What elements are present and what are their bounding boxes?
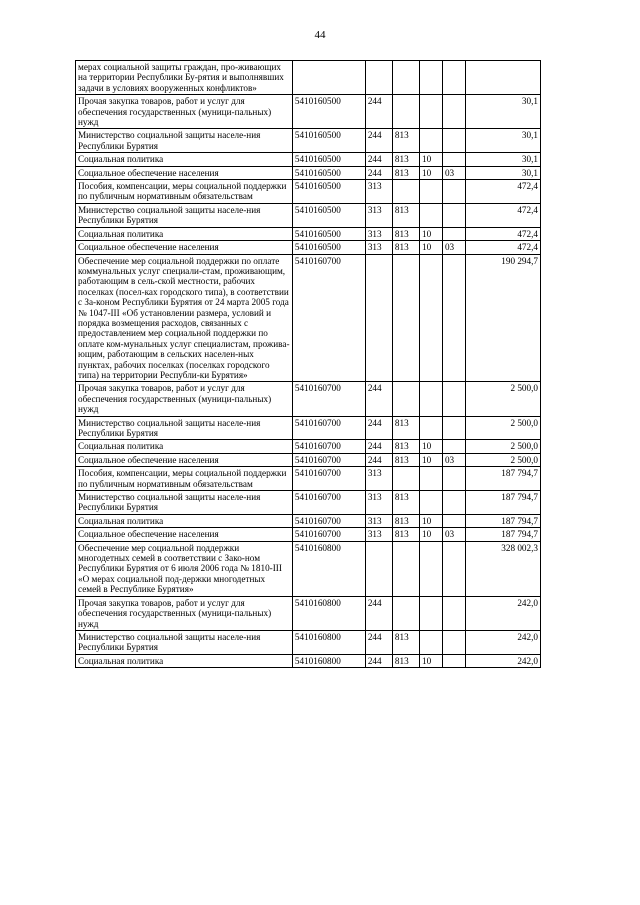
row-target-article-cell: 5410160500: [292, 203, 365, 227]
row-name-cell: Социальное обеспечение населения: [76, 241, 293, 254]
row-subsection-cell: [442, 654, 465, 667]
row-expense-type-cell: 313: [365, 514, 392, 527]
row-amount-cell: 472,4: [465, 180, 540, 204]
row-name-cell: Социальная политика: [76, 153, 293, 166]
row-subsection-cell: [442, 440, 465, 453]
table-row: [76, 453, 541, 466]
table-row: [76, 440, 541, 453]
table-row: [76, 95, 541, 129]
row-expense-type-cell: [365, 61, 392, 95]
row-administrator-cell: [392, 180, 419, 204]
row-section-cell: 10: [420, 453, 443, 466]
row-name-cell: Пособия, компенсации, меры социальной поддержки по публичным нормативным обязательствам: [76, 467, 293, 491]
row-section-cell: [420, 541, 443, 596]
row-administrator-cell: [392, 382, 419, 416]
table-row: [76, 254, 541, 382]
row-subsection-cell: [442, 61, 465, 95]
table-row: [76, 416, 541, 440]
row-expense-type-cell: 313: [365, 241, 392, 254]
row-administrator-cell: 813: [392, 203, 419, 227]
row-name-cell: Социальная политика: [76, 654, 293, 667]
row-administrator-cell: 813: [392, 129, 419, 153]
row-expense-type-cell: 244: [365, 416, 392, 440]
row-administrator-cell: 813: [392, 514, 419, 527]
row-expense-type-cell: 244: [365, 382, 392, 416]
row-administrator-cell: 813: [392, 654, 419, 667]
row-amount-cell: 2 500,0: [465, 416, 540, 440]
row-name-cell: Пособия, компенсации, меры социальной поддержки по публичным нормативным обязательствам: [76, 180, 293, 204]
row-name-cell: Обеспечение мер социальной поддержки многодетных семей в соответствии с Зако-ном Республики Бурятия от 6 июля 2006 года № 1810-III «О мерах социальной под-держки многодетных семей в Республике Бурятия»: [76, 541, 293, 596]
row-name-cell: мерах социальной защиты граждан, про-живающих на территории Республики Бу-рятия и выполнявших задачи в условиях вооруженных конфликтов»: [76, 61, 293, 95]
row-amount-cell: 328 002,3: [465, 541, 540, 596]
row-expense-type-cell: 244: [365, 153, 392, 166]
row-amount-cell: 242,0: [465, 630, 540, 654]
row-section-cell: 10: [420, 153, 443, 166]
row-target-article-cell: 5410160500: [292, 180, 365, 204]
row-section-cell: [420, 254, 443, 382]
table-row: [76, 180, 541, 204]
row-administrator-cell: [392, 467, 419, 491]
row-subsection-cell: 03: [442, 241, 465, 254]
row-target-article-cell: 5410160700: [292, 491, 365, 515]
row-administrator-cell: 813: [392, 153, 419, 166]
row-expense-type-cell: 244: [365, 95, 392, 129]
row-administrator-cell: 813: [392, 227, 419, 240]
row-section-cell: [420, 180, 443, 204]
row-subsection-cell: [442, 596, 465, 630]
row-amount-cell: 472,4: [465, 227, 540, 240]
row-administrator-cell: [392, 61, 419, 95]
row-amount-cell: 190 294,7: [465, 254, 540, 382]
row-section-cell: 10: [420, 528, 443, 541]
row-section-cell: 10: [420, 227, 443, 240]
row-administrator-cell: [392, 541, 419, 596]
budget-table-body: [76, 61, 541, 668]
table-row: [76, 630, 541, 654]
row-target-article-cell: 5410160800: [292, 596, 365, 630]
row-section-cell: [420, 596, 443, 630]
table-row: [76, 491, 541, 515]
table-row: [76, 129, 541, 153]
row-amount-cell: 242,0: [465, 654, 540, 667]
budget-table: [75, 60, 541, 668]
row-target-article-cell: 5410160700: [292, 254, 365, 382]
row-section-cell: 10: [420, 440, 443, 453]
row-expense-type-cell: 244: [365, 630, 392, 654]
row-target-article-cell: 5410160700: [292, 514, 365, 527]
row-amount-cell: 472,4: [465, 203, 540, 227]
row-name-cell: Социальное обеспечение населения: [76, 453, 293, 466]
row-expense-type-cell: 313: [365, 180, 392, 204]
row-expense-type-cell: 313: [365, 528, 392, 541]
row-administrator-cell: 813: [392, 491, 419, 515]
row-subsection-cell: [442, 514, 465, 527]
row-administrator-cell: [392, 95, 419, 129]
row-amount-cell: 2 500,0: [465, 382, 540, 416]
row-administrator-cell: 813: [392, 528, 419, 541]
row-subsection-cell: 03: [442, 166, 465, 179]
row-amount-cell: 30,1: [465, 129, 540, 153]
row-expense-type-cell: 244: [365, 166, 392, 179]
row-subsection-cell: [442, 416, 465, 440]
page-number: 44: [314, 29, 326, 41]
row-subsection-cell: 03: [442, 453, 465, 466]
row-subsection-cell: [442, 630, 465, 654]
row-target-article-cell: 5410160500: [292, 227, 365, 240]
row-name-cell: Прочая закупка товаров, работ и услуг для обеспечения государственных (муници-пальных) нужд: [76, 95, 293, 129]
row-target-article-cell: 5410160500: [292, 166, 365, 179]
row-administrator-cell: 813: [392, 440, 419, 453]
row-subsection-cell: [442, 254, 465, 382]
table-row: [76, 382, 541, 416]
row-name-cell: Обеспечение мер социальной поддержки по оплате коммунальных услуг специали-стам, проживающим, работающим в сель-ской местности, рабочих поселках (посел-ках городского типа), в соответствии с За-коном Республики Бурятия от 24 марта 2005 года № 1047-III «Об установлении размера, условий и порядка возмещения расходов, связанных с предоставлением мер социальной поддержки по оплате ком-мунальных услуг специалистам, прожива-ющим, работающим в сельских населен-ных пунктах, рабочих поселках (поселках городского типа) на территории Республи-ки Бурятия»: [76, 254, 293, 382]
row-section-cell: 10: [420, 241, 443, 254]
row-subsection-cell: [442, 153, 465, 166]
row-target-article-cell: 5410160700: [292, 467, 365, 491]
row-subsection-cell: [442, 95, 465, 129]
row-administrator-cell: 813: [392, 416, 419, 440]
row-administrator-cell: 813: [392, 630, 419, 654]
table-row: [76, 153, 541, 166]
table-row: [76, 654, 541, 667]
row-expense-type-cell: [365, 541, 392, 596]
row-expense-type-cell: 244: [365, 453, 392, 466]
row-name-cell: Министерство социальной защиты населе-ния Республики Бурятия: [76, 491, 293, 515]
table-row: [76, 596, 541, 630]
row-amount-cell: 2 500,0: [465, 440, 540, 453]
row-section-cell: [420, 382, 443, 416]
row-amount-cell: 187 794,7: [465, 467, 540, 491]
row-target-article-cell: 5410160500: [292, 95, 365, 129]
row-amount-cell: 30,1: [465, 153, 540, 166]
row-section-cell: [420, 203, 443, 227]
row-section-cell: [420, 95, 443, 129]
row-expense-type-cell: 313: [365, 203, 392, 227]
row-amount-cell: 30,1: [465, 166, 540, 179]
row-target-article-cell: 5410160700: [292, 528, 365, 541]
row-name-cell: Социальное обеспечение населения: [76, 528, 293, 541]
row-administrator-cell: [392, 254, 419, 382]
row-subsection-cell: [442, 203, 465, 227]
row-target-article-cell: 5410160500: [292, 153, 365, 166]
row-expense-type-cell: 244: [365, 440, 392, 453]
row-section-cell: [420, 491, 443, 515]
row-target-article-cell: 5410160700: [292, 440, 365, 453]
row-subsection-cell: 03: [442, 528, 465, 541]
row-target-article-cell: 5410160500: [292, 129, 365, 153]
row-section-cell: [420, 416, 443, 440]
row-administrator-cell: 813: [392, 453, 419, 466]
row-subsection-cell: [442, 491, 465, 515]
row-subsection-cell: [442, 180, 465, 204]
row-name-cell: Прочая закупка товаров, работ и услуг для обеспечения государственных (муници-пальных) нужд: [76, 596, 293, 630]
table-row: [76, 166, 541, 179]
table-row: [76, 61, 541, 95]
table-row: [76, 241, 541, 254]
row-name-cell: Министерство социальной защиты населе-ния Республики Бурятия: [76, 630, 293, 654]
row-amount-cell: 30,1: [465, 95, 540, 129]
row-name-cell: Социальное обеспечение населения: [76, 166, 293, 179]
row-subsection-cell: [442, 541, 465, 596]
row-expense-type-cell: 313: [365, 467, 392, 491]
row-name-cell: Социальная политика: [76, 440, 293, 453]
row-target-article-cell: 5410160700: [292, 453, 365, 466]
row-subsection-cell: [442, 467, 465, 491]
row-target-article-cell: 5410160700: [292, 382, 365, 416]
row-target-article-cell: 5410160800: [292, 654, 365, 667]
row-administrator-cell: [392, 596, 419, 630]
row-amount-cell: 2 500,0: [465, 453, 540, 466]
table-row: [76, 541, 541, 596]
row-target-article-cell: 5410160500: [292, 241, 365, 254]
table-row: [76, 227, 541, 240]
row-section-cell: [420, 630, 443, 654]
row-section-cell: [420, 467, 443, 491]
row-subsection-cell: [442, 227, 465, 240]
row-section-cell: 10: [420, 514, 443, 527]
row-expense-type-cell: 244: [365, 654, 392, 667]
row-expense-type-cell: [365, 254, 392, 382]
row-target-article-cell: 5410160800: [292, 541, 365, 596]
row-amount-cell: 187 794,7: [465, 491, 540, 515]
row-section-cell: [420, 61, 443, 95]
row-section-cell: [420, 129, 443, 153]
row-subsection-cell: [442, 382, 465, 416]
row-amount-cell: 472,4: [465, 241, 540, 254]
row-name-cell: Социальная политика: [76, 227, 293, 240]
row-target-article-cell: 5410160800: [292, 630, 365, 654]
row-expense-type-cell: 313: [365, 491, 392, 515]
table-row: [76, 514, 541, 527]
row-subsection-cell: [442, 129, 465, 153]
row-expense-type-cell: 313: [365, 227, 392, 240]
row-target-article-cell: [292, 61, 365, 95]
row-name-cell: Министерство социальной защиты населе-ния Республики Бурятия: [76, 416, 293, 440]
row-name-cell: Министерство социальной защиты населе-ния Республики Бурятия: [76, 203, 293, 227]
row-name-cell: Прочая закупка товаров, работ и услуг для обеспечения государственных (муници-пальных) нужд: [76, 382, 293, 416]
table-row: [76, 467, 541, 491]
row-section-cell: 10: [420, 166, 443, 179]
row-name-cell: Министерство социальной защиты населе-ния Республики Бурятия: [76, 129, 293, 153]
table-row: [76, 528, 541, 541]
table-row: [76, 203, 541, 227]
row-name-cell: Социальная политика: [76, 514, 293, 527]
row-administrator-cell: 813: [392, 166, 419, 179]
row-target-article-cell: 5410160700: [292, 416, 365, 440]
row-expense-type-cell: 244: [365, 129, 392, 153]
row-administrator-cell: 813: [392, 241, 419, 254]
row-amount-cell: 187 794,7: [465, 514, 540, 527]
row-section-cell: 10: [420, 654, 443, 667]
row-amount-cell: [465, 61, 540, 95]
row-expense-type-cell: 244: [365, 596, 392, 630]
row-amount-cell: 187 794,7: [465, 528, 540, 541]
row-amount-cell: 242,0: [465, 596, 540, 630]
